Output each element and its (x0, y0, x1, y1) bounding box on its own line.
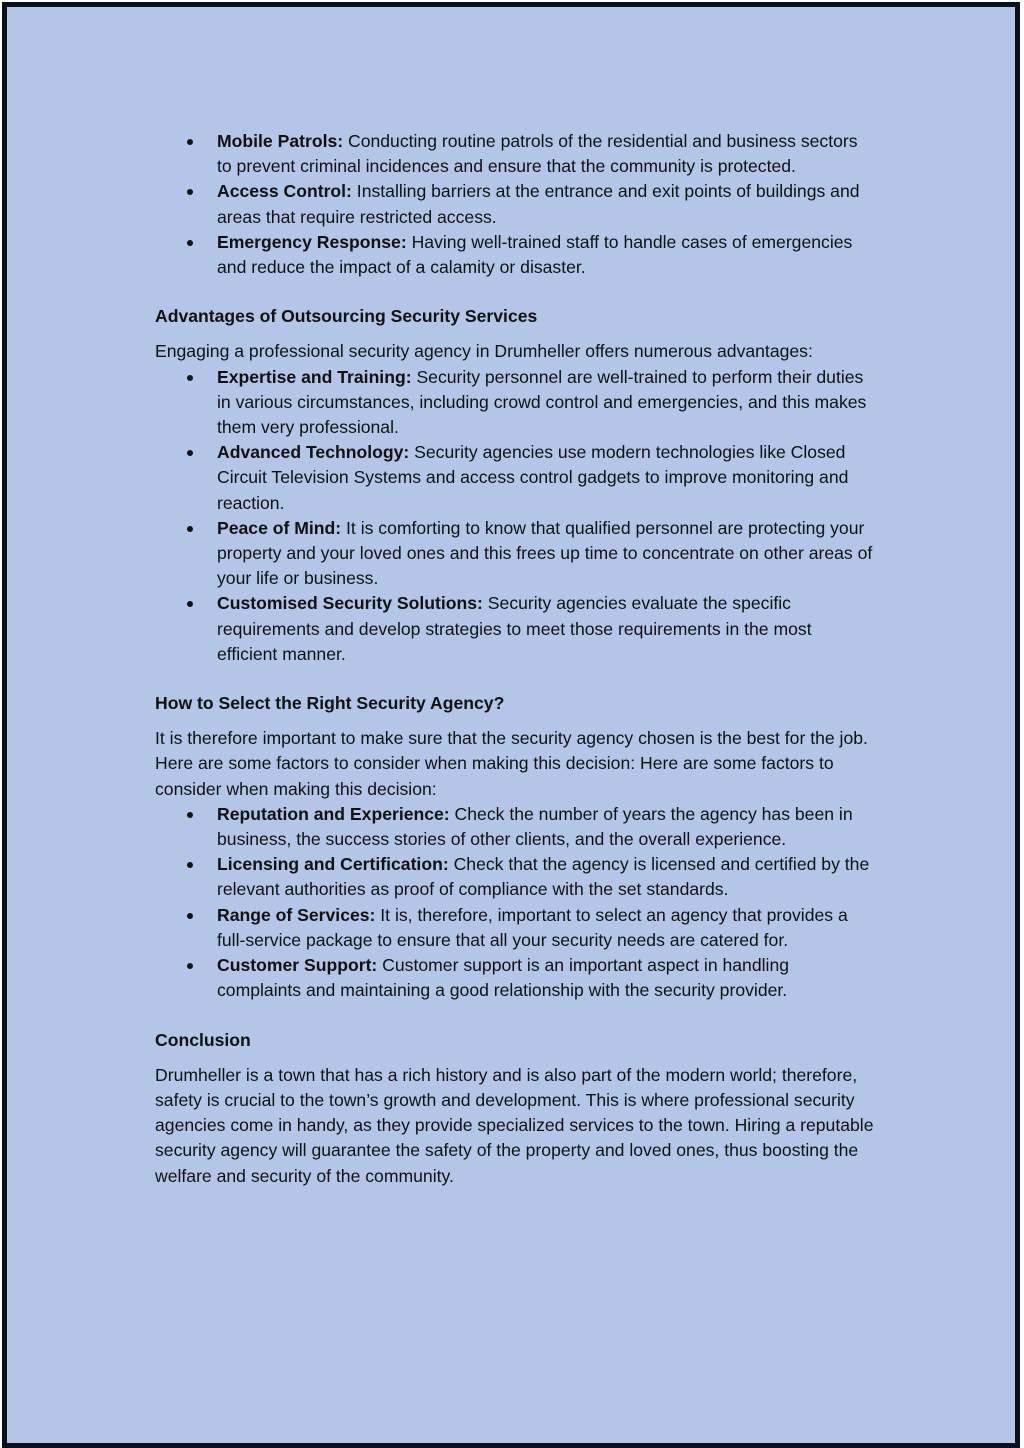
bullet-icon (187, 240, 193, 246)
list-item-term: Mobile Patrols: (217, 131, 344, 151)
list-item (155, 903, 875, 953)
list-item-term: Reputation and Experience: (217, 803, 450, 824)
list-item (155, 802, 875, 852)
list-item-term: Peace of Mind: (217, 517, 342, 538)
bullet-icon (187, 601, 193, 607)
advantages-list (155, 365, 875, 667)
document-page (2, 2, 1020, 1448)
list-item-text: It is, therefore, important to select an agency that provides a full-service package to ensure that all your security needs are catered for. (217, 904, 848, 950)
list-item-term: Customer Support: (217, 955, 378, 976)
list-item-text: Installing barriers at the entrance and exit points of buildings and areas that require restricted access. (217, 181, 860, 227)
list-item-text: Security agencies use modern technologies like Closed Circuit Television Systems and access control gadgets to improve monitoring and reaction. (217, 442, 849, 513)
list-item (155, 852, 875, 902)
document-content (155, 129, 875, 1189)
bullet-icon (187, 913, 193, 919)
list-item (155, 365, 875, 441)
list-item-text: Customer support is an important aspect in handling complaints and maintaining a good relationship with the security provider. (217, 955, 790, 1001)
list-item (155, 591, 875, 667)
list-item-term: Expertise and Training: (217, 366, 412, 387)
list-item (155, 179, 875, 229)
list-item-text: Check that the agency is licensed and certified by the relevant authorities as proof of compliance with the set standards. (217, 854, 870, 900)
list-item (155, 129, 875, 179)
services-list (155, 129, 875, 280)
list-item (155, 230, 875, 280)
list-item (155, 953, 875, 1003)
section-heading-selection: How to Select the Right Security Agency? (155, 693, 505, 714)
bullet-icon (187, 963, 193, 969)
list-item-text: Security agencies evaluate the specific requirements and develop strategies to meet those requirements in the most efficient manner. (217, 593, 812, 664)
list-item-text: Having well-trained staff to handle cases of emergencies and reduce the impact of a calamity or disaster. (217, 231, 853, 278)
bullet-icon (187, 526, 193, 532)
bullet-icon (187, 812, 193, 818)
selection-intro: It is therefore important to make sure that the security agency chosen is the best for the job. Here are some factors to consider when making this decision: Here are some factors to consider when making this decision: (155, 728, 868, 799)
list-item (155, 440, 875, 516)
bullet-icon (187, 450, 193, 456)
bullet-icon (187, 375, 193, 381)
list-item-text: It is comforting to know that qualified personnel are protecting your property and your loved ones and this frees up time to concentrate on other areas of your life or business. (217, 517, 873, 589)
bullet-icon (187, 862, 193, 868)
list-item-text: Conducting routine patrols of the residential and business sectors to prevent criminal incidences and ensure that the community is protected. (217, 131, 858, 177)
bullet-icon (187, 139, 193, 145)
section-heading-conclusion: Conclusion (155, 1029, 251, 1050)
bullet-icon (187, 189, 193, 195)
section-heading-advantages: Advantages of Outsourcing Security Services (155, 306, 538, 327)
selection-list (155, 802, 875, 1004)
list-item (155, 516, 875, 592)
list-item-term: Emergency Response: (217, 231, 407, 252)
list-item-term: Licensing and Certification: (217, 854, 449, 875)
list-item-text: Check the number of years the agency has been in business, the success stories of other clients, and the overall experience. (217, 803, 853, 850)
list-item-term: Customised Security Solutions: (217, 593, 483, 614)
list-item-text: Security personnel are well-trained to perform their duties in various circumstances, including crowd control and emergencies, and this makes them very professional. (217, 366, 867, 438)
list-item-term: Access Control: (217, 181, 352, 202)
list-item-term: Range of Services: (217, 904, 376, 925)
conclusion-text: Drumheller is a town that has a rich history and is also part of the modern world; therefore, safety is crucial to the town’s growth and development. This is where professional security agencies come in handy, as they provide specialized services to the town. Hiring a reputable security agency will guarantee the safety of the property and loved ones, thus boosting the welfare and security of the community. (155, 1064, 874, 1186)
list-item-term: Advanced Technology: (217, 442, 410, 463)
advantages-intro: Engaging a professional security agency in Drumheller offers numerous advantages: (155, 341, 813, 362)
